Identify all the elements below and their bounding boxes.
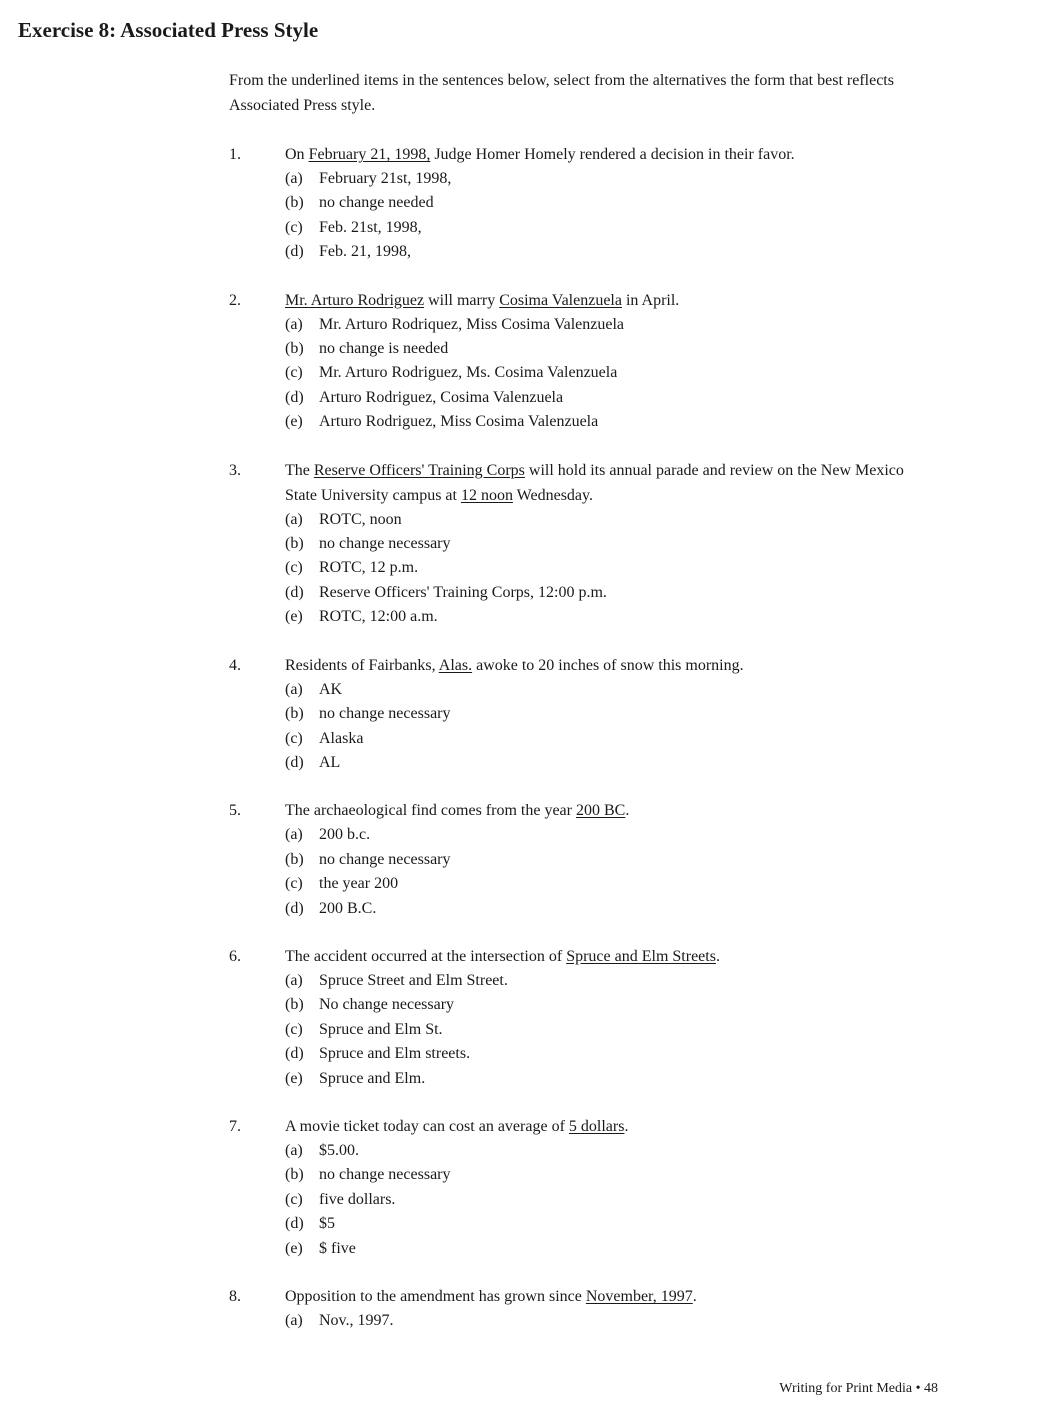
answer-option [285, 702, 929, 726]
option-text: 200 b.c. [319, 826, 371, 844]
sentence-fragment: The archaeological find comes from the year [285, 802, 576, 820]
option-text: no change is needed [319, 340, 449, 358]
question-list [229, 142, 929, 1356]
sentence-fragment: Residents of Fairbanks, [285, 656, 439, 674]
question-stem [229, 1114, 929, 1139]
question-6 [229, 944, 929, 1091]
option-text: Spruce and Elm St. [319, 1020, 443, 1038]
question-number: 7. [229, 1117, 241, 1135]
question-text [285, 288, 929, 313]
option-text: Alaska [319, 729, 364, 747]
option-label: (b) [285, 996, 304, 1014]
option-text: Spruce and Elm. [319, 1069, 426, 1087]
sentence-fragment: will marry [424, 291, 500, 309]
option-label: (d) [285, 583, 304, 601]
answer-option [285, 386, 929, 410]
option-text: five dollars. [319, 1190, 396, 1208]
option-text: No change necessary [319, 996, 455, 1014]
answer-options [285, 1139, 929, 1261]
answer-option [285, 969, 929, 993]
option-text: Spruce and Elm streets. [319, 1045, 471, 1063]
sentence-fragment: Opposition to the amendment has grown since [285, 1288, 586, 1305]
option-text: February 21st, 1998, [319, 170, 452, 187]
answer-options [285, 508, 929, 630]
answer-option [285, 532, 929, 556]
answer-option [285, 823, 929, 847]
option-label: (c) [285, 218, 303, 236]
sentence-fragment: . [692, 1288, 697, 1305]
option-label: (b) [285, 340, 304, 358]
question-number: 6. [229, 947, 241, 965]
option-label: (c) [285, 875, 303, 893]
sentence-fragment: will hold its annual parade and review on the New Mexico State University campus at [285, 461, 904, 504]
question-text [285, 458, 929, 508]
sentence-fragment: . [715, 947, 720, 965]
option-label: (a) [285, 1141, 303, 1159]
answer-option [285, 1042, 929, 1066]
question-stem [229, 944, 929, 969]
option-text: Feb. 21, 1998, [319, 243, 411, 261]
underlined-item: Alas. [438, 656, 473, 674]
option-text: AL [319, 753, 341, 771]
option-label: (a) [285, 315, 303, 333]
answer-option [285, 1139, 929, 1163]
answer-option [285, 216, 929, 240]
option-text: Nov., 1997. [319, 1312, 394, 1329]
option-label: (d) [285, 1215, 304, 1233]
answer-options [285, 678, 929, 776]
answer-option [285, 751, 929, 775]
option-text: no change needed [319, 194, 434, 212]
question-stem [229, 653, 929, 678]
option-text: no change necessary [319, 850, 451, 868]
answer-options [285, 823, 929, 921]
question-7 [229, 1114, 929, 1261]
answer-option [285, 1067, 929, 1091]
option-label: (d) [285, 753, 304, 771]
page-title: Exercise 8: Associated Press Style [18, 18, 319, 42]
option-text: ROTC, noon [319, 510, 402, 528]
sentence-fragment: The accident occurred at the intersection of [285, 947, 567, 965]
answer-option [285, 508, 929, 532]
option-label: (d) [285, 899, 304, 917]
answer-option [285, 678, 929, 702]
answer-option [285, 993, 929, 1017]
option-text: AK [319, 680, 343, 698]
answer-options [285, 167, 929, 265]
option-label: (b) [285, 535, 304, 553]
answer-option [285, 361, 929, 385]
option-text: $5 [319, 1215, 335, 1233]
answer-options [285, 313, 929, 435]
answer-options [285, 969, 929, 1091]
option-label: (d) [285, 388, 304, 406]
option-label: (c) [285, 1020, 303, 1038]
option-label: (e) [285, 1069, 303, 1087]
question-4 [229, 653, 929, 776]
question-text [285, 653, 929, 678]
option-label: (c) [285, 729, 303, 747]
question-stem [229, 458, 929, 508]
question-text [285, 1284, 929, 1309]
sentence-fragment: in April. [621, 291, 680, 309]
option-text: Mr. Arturo Rodriquez, Miss Cosima Valenzuela [319, 315, 624, 333]
option-label: (d) [285, 243, 304, 261]
answer-option [285, 1212, 929, 1236]
option-label: (b) [285, 194, 304, 212]
option-label: (c) [285, 1190, 303, 1208]
underlined-item: 12 noon [460, 486, 513, 504]
instructions: From the underlined items in the sentences below, select from the alternatives the form that best reflects Associated Press style. [229, 72, 894, 114]
option-text: $ five [319, 1239, 356, 1257]
underlined-item: February 21, 1998, [308, 146, 431, 163]
option-label: (a) [285, 680, 303, 698]
option-text: Arturo Rodriguez, Miss Cosima Valenzuela [319, 413, 599, 431]
answer-options [285, 1309, 929, 1333]
option-label: (b) [285, 705, 304, 723]
option-text: Feb. 21st, 1998, [319, 218, 422, 236]
option-text: ROTC, 12 p.m. [319, 559, 419, 577]
option-text: Arturo Rodriguez, Cosima Valenzuela [319, 388, 564, 406]
answer-option [285, 167, 929, 191]
question-stem [229, 798, 929, 823]
answer-option [285, 727, 929, 751]
question-number: 4. [229, 656, 241, 674]
question-3 [229, 458, 929, 630]
question-number: 1. [229, 146, 241, 163]
question-text [285, 798, 929, 823]
answer-option [285, 872, 929, 896]
answer-option [285, 313, 929, 337]
answer-option [285, 240, 929, 264]
option-label: (a) [285, 510, 303, 528]
option-label: (b) [285, 850, 304, 868]
page-footer: Writing for Print Media • 48 [779, 1381, 938, 1396]
answer-option [285, 1309, 929, 1333]
answer-option [285, 605, 929, 629]
question-number: 5. [229, 802, 241, 820]
question-stem [229, 1284, 929, 1309]
answer-option [285, 191, 929, 215]
question-text [285, 142, 929, 167]
question-number: 2. [229, 291, 241, 309]
question-5 [229, 798, 929, 921]
option-label: (a) [285, 170, 303, 187]
sentence-fragment: The [285, 461, 314, 479]
sentence-fragment: . [625, 802, 630, 820]
sentence-fragment: awoke to 20 inches of snow this morning. [472, 656, 744, 674]
option-text: no change necessary [319, 705, 451, 723]
option-text: Reserve Officers' Training Corps, 12:00 p.m. [319, 583, 607, 601]
answer-option [285, 848, 929, 872]
question-number: 3. [229, 461, 241, 479]
option-text: Spruce Street and Elm Street. [319, 971, 508, 989]
question-1 [229, 142, 929, 265]
answer-option [285, 556, 929, 580]
answer-option [285, 410, 929, 434]
answer-option [285, 1237, 929, 1261]
question-stem [229, 142, 929, 167]
option-label: (e) [285, 608, 303, 626]
option-label: (a) [285, 971, 303, 989]
sentence-fragment: A movie ticket today can cost an average of [285, 1117, 569, 1135]
option-text: Mr. Arturo Rodriguez, Ms. Cosima Valenzuela [319, 364, 618, 382]
underlined-item: Spruce and Elm Streets [566, 947, 716, 965]
answer-option [285, 581, 929, 605]
option-label: (d) [285, 1045, 304, 1063]
underlined-item: Mr. Arturo Rodriguez [285, 291, 425, 309]
option-text: no change necessary [319, 1166, 451, 1184]
option-label: (e) [285, 1239, 303, 1257]
answer-option [285, 897, 929, 921]
answer-option [285, 1018, 929, 1042]
option-text: the year 200 [319, 875, 399, 893]
option-label: (c) [285, 559, 303, 577]
option-label: (e) [285, 413, 303, 431]
underlined-item: Cosima Valenzuela [499, 291, 622, 309]
question-number: 8. [229, 1288, 241, 1305]
sentence-fragment: Wednesday. [512, 486, 593, 504]
sentence-fragment: Judge Homer Homely rendered a decision in their favor. [430, 146, 795, 163]
option-text: ROTC, 12:00 a.m. [319, 608, 438, 626]
underlined-item: Reserve Officers' Training Corps [313, 461, 525, 479]
answer-option [285, 1163, 929, 1187]
question-text [285, 1114, 929, 1139]
underlined-item: 5 dollars [568, 1117, 625, 1135]
answer-option [285, 337, 929, 361]
option-label: (c) [285, 364, 303, 382]
option-label: (a) [285, 1312, 303, 1329]
option-text: no change necessary [319, 535, 451, 553]
question-8 [229, 1284, 929, 1333]
underlined-item: November, 1997 [585, 1288, 693, 1305]
sentence-fragment: . [624, 1117, 629, 1135]
option-text: $5.00. [319, 1141, 359, 1159]
option-text: 200 B.C. [319, 899, 377, 917]
question-text [285, 944, 929, 969]
question-2 [229, 288, 929, 435]
question-stem [229, 288, 929, 313]
sentence-fragment: On [285, 146, 309, 163]
option-label: (b) [285, 1166, 304, 1184]
option-label: (a) [285, 826, 303, 844]
underlined-item: 200 BC [575, 802, 626, 820]
answer-option [285, 1188, 929, 1212]
